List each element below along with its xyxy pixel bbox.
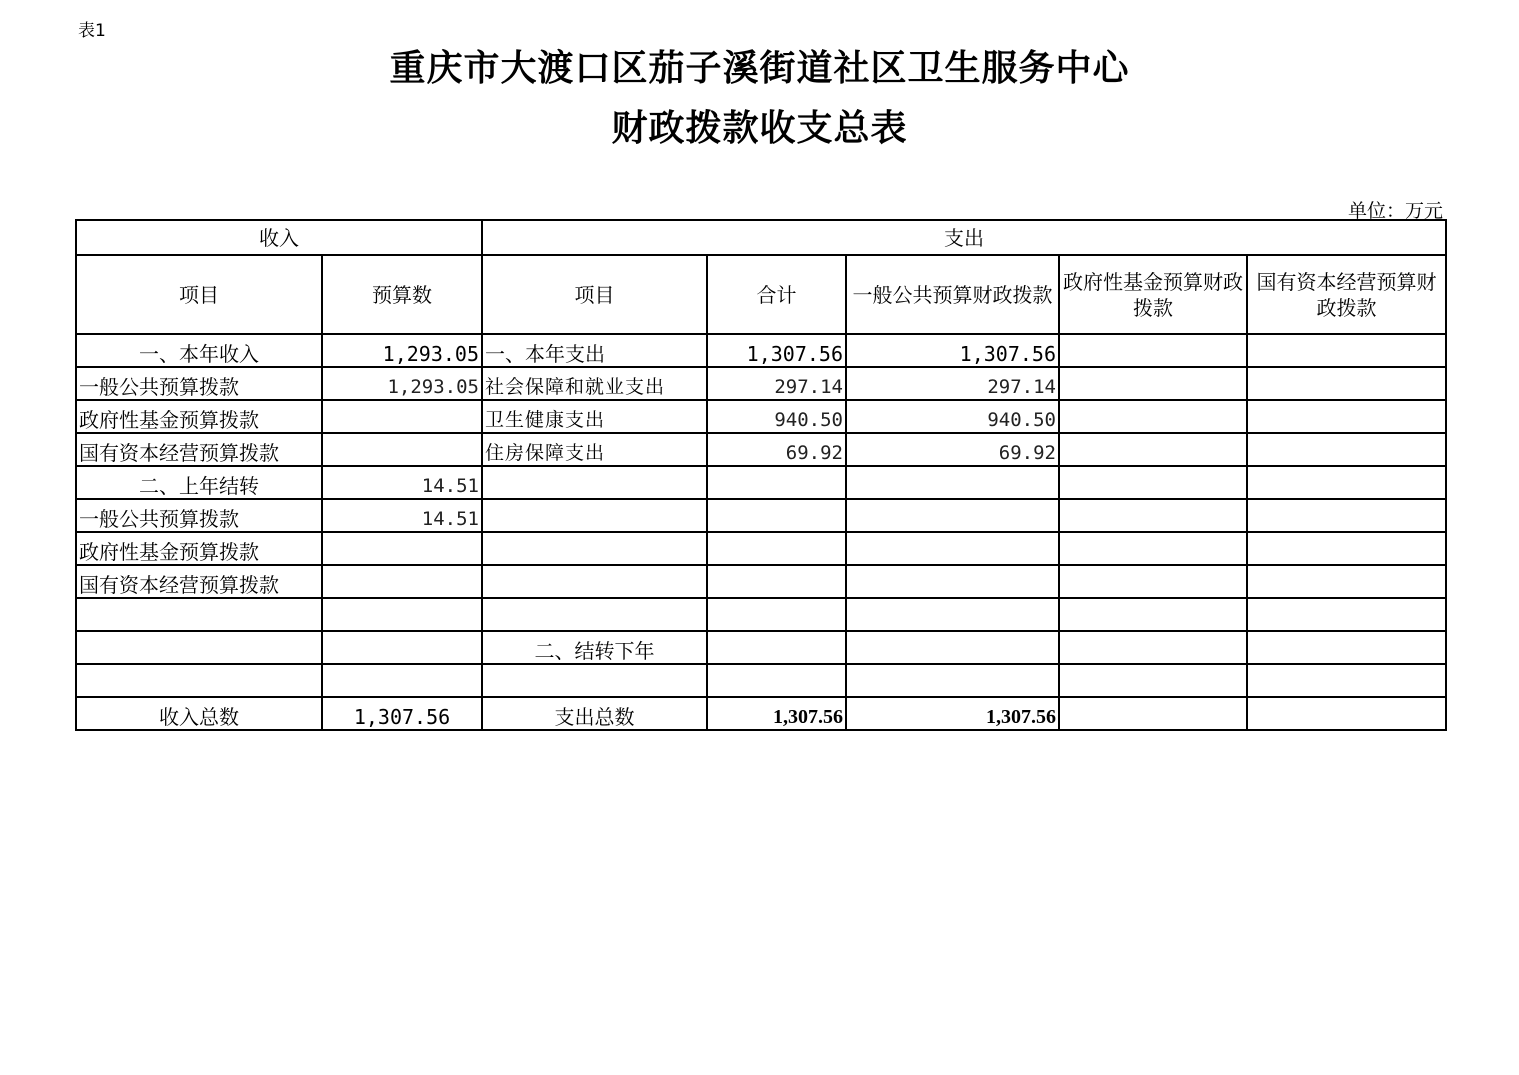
- expense-item-cell: 社会保障和就业支出: [482, 367, 707, 400]
- table-row: [76, 565, 1446, 598]
- general-cell: 69.92: [846, 433, 1059, 466]
- table-row: [76, 400, 1446, 433]
- gov-fund-cell: [1059, 532, 1247, 565]
- gov-fund-cell: [1059, 598, 1247, 631]
- table-row: [76, 367, 1446, 400]
- table-row: [76, 433, 1446, 466]
- expense-state-capital-total: [1247, 697, 1446, 730]
- gov-fund-cell: [1059, 466, 1247, 499]
- group-header-row: [76, 220, 1446, 255]
- expense-item-cell: 二、结转下年: [482, 631, 707, 664]
- expense-gov-fund-total: [1059, 697, 1247, 730]
- col-state-capital: 国有资本经营预算财政拨款: [1247, 255, 1446, 334]
- income-budget-cell: [322, 631, 482, 664]
- total-cell: 1,307.56: [707, 334, 846, 367]
- col-income-item: 项目: [76, 255, 322, 334]
- income-item-cell: [76, 664, 322, 697]
- total-cell: [707, 664, 846, 697]
- total-cell: 69.92: [707, 433, 846, 466]
- gov-fund-cell: [1059, 499, 1247, 532]
- state-capital-cell: [1247, 598, 1446, 631]
- expense-total-value: 1,307.56: [707, 697, 846, 730]
- expense-general-total: 1,307.56: [846, 697, 1059, 730]
- income-budget-cell: 1,293.05: [322, 334, 482, 367]
- general-cell: [846, 499, 1059, 532]
- gov-fund-cell: [1059, 433, 1247, 466]
- state-capital-cell: [1247, 334, 1446, 367]
- state-capital-cell: [1247, 631, 1446, 664]
- income-item-cell: 国有资本经营预算拨款: [76, 565, 322, 598]
- general-cell: 297.14: [846, 367, 1059, 400]
- general-cell: [846, 631, 1059, 664]
- gov-fund-cell: [1059, 400, 1247, 433]
- general-cell: [846, 598, 1059, 631]
- table-row: [76, 631, 1446, 664]
- total-cell: [707, 631, 846, 664]
- document-subtitle: 财政拨款收支总表: [611, 108, 908, 149]
- income-total-value: 1,307.56: [322, 697, 482, 730]
- income-item-cell: 一、本年收入: [76, 334, 322, 367]
- expense-item-cell: [482, 664, 707, 697]
- total-cell: [707, 466, 846, 499]
- general-cell: [846, 532, 1059, 565]
- col-expense-item: 项目: [482, 255, 707, 334]
- income-budget-cell: 1,293.05: [322, 367, 482, 400]
- document-title: 重庆市大渡口区茄子溪街道社区卫生服务中心: [389, 48, 1130, 89]
- table-row: [76, 334, 1446, 367]
- expense-item-cell: [482, 598, 707, 631]
- income-budget-cell: 14.51: [322, 466, 482, 499]
- total-cell: [707, 598, 846, 631]
- table-row: [76, 664, 1446, 697]
- general-cell: [846, 664, 1059, 697]
- income-budget-cell: [322, 664, 482, 697]
- table-number-tag: 表1: [78, 21, 106, 41]
- income-budget-cell: [322, 532, 482, 565]
- total-cell: 297.14: [707, 367, 846, 400]
- state-capital-cell: [1247, 400, 1446, 433]
- general-cell: 1,307.56: [846, 334, 1059, 367]
- table-row: [76, 466, 1446, 499]
- table-row: [76, 598, 1446, 631]
- income-budget-cell: [322, 598, 482, 631]
- expense-total-label: 支出总数: [482, 697, 707, 730]
- state-capital-cell: [1247, 499, 1446, 532]
- group-income-header: 收入: [76, 220, 482, 255]
- general-cell: [846, 466, 1059, 499]
- total-cell: [707, 499, 846, 532]
- table-row: [76, 532, 1446, 565]
- gov-fund-cell: [1059, 631, 1247, 664]
- income-item-cell: 政府性基金预算拨款: [76, 532, 322, 565]
- income-item-cell: 政府性基金预算拨款: [76, 400, 322, 433]
- state-capital-cell: [1247, 532, 1446, 565]
- state-capital-cell: [1247, 664, 1446, 697]
- income-item-cell: 一般公共预算拨款: [76, 499, 322, 532]
- table-row: [76, 499, 1446, 532]
- col-gov-fund: 政府性基金预算财政拨款: [1059, 255, 1247, 334]
- state-capital-cell: [1247, 466, 1446, 499]
- budget-summary-table: [75, 219, 1447, 731]
- income-total-label: 收入总数: [76, 697, 322, 730]
- expense-item-cell: [482, 466, 707, 499]
- expense-item-cell: [482, 532, 707, 565]
- group-expense-header: 支出: [482, 220, 1446, 255]
- gov-fund-cell: [1059, 367, 1247, 400]
- general-cell: 940.50: [846, 400, 1059, 433]
- state-capital-cell: [1247, 433, 1446, 466]
- expense-item-cell: 卫生健康支出: [482, 400, 707, 433]
- totals-row: [76, 697, 1446, 730]
- gov-fund-cell: [1059, 334, 1247, 367]
- income-budget-cell: [322, 565, 482, 598]
- income-item-cell: 一般公共预算拨款: [76, 367, 322, 400]
- unit-label: 单位：万元: [1347, 200, 1443, 222]
- column-header-row: [76, 255, 1446, 334]
- total-cell: 940.50: [707, 400, 846, 433]
- expense-item-cell: [482, 565, 707, 598]
- income-item-cell: [76, 631, 322, 664]
- expense-item-cell: 一、本年支出: [482, 334, 707, 367]
- col-general: 一般公共预算财政拨款: [846, 255, 1059, 334]
- income-budget-cell: [322, 400, 482, 433]
- expense-item-cell: [482, 499, 707, 532]
- total-cell: [707, 565, 846, 598]
- expense-item-cell: 住房保障支出: [482, 433, 707, 466]
- state-capital-cell: [1247, 367, 1446, 400]
- col-income-budget: 预算数: [322, 255, 482, 334]
- income-item-cell: 二、上年结转: [76, 466, 322, 499]
- income-budget-cell: 14.51: [322, 499, 482, 532]
- total-cell: [707, 532, 846, 565]
- income-budget-cell: [322, 433, 482, 466]
- gov-fund-cell: [1059, 565, 1247, 598]
- col-total: 合计: [707, 255, 846, 334]
- income-item-cell: 国有资本经营预算拨款: [76, 433, 322, 466]
- gov-fund-cell: [1059, 664, 1247, 697]
- general-cell: [846, 565, 1059, 598]
- state-capital-cell: [1247, 565, 1446, 598]
- income-item-cell: [76, 598, 322, 631]
